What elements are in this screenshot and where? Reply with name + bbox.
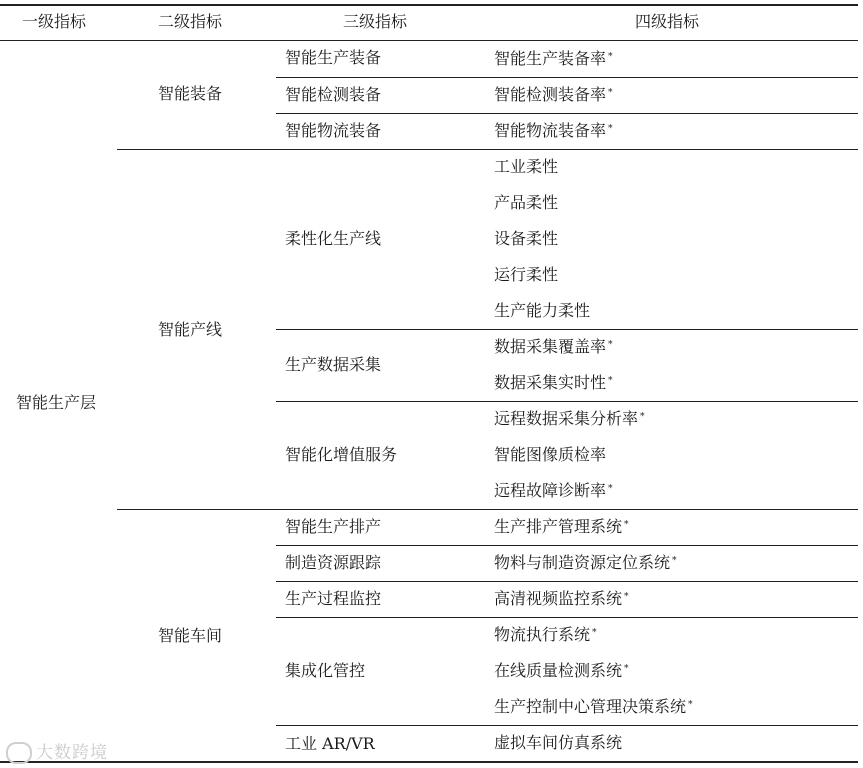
level4-label: 智能物流装备率 * — [494, 121, 613, 140]
level3-label: 智能检测装备 — [285, 85, 382, 104]
level2-label: 智能装备 — [158, 84, 223, 103]
watermark-logo-icon — [6, 742, 32, 764]
level3-label: 智能物流装备 — [285, 121, 382, 140]
level3-label: 工业 AR/VR — [285, 734, 375, 753]
level4-label: 产品柔性 — [494, 193, 559, 212]
header-level4: 四级指标 — [635, 12, 700, 31]
significance-star: * — [592, 628, 597, 638]
level3-label: 智能化增值服务 — [285, 445, 398, 464]
level4-label: 智能生产装备率 * — [494, 49, 613, 68]
level4-label: 设备柔性 — [494, 229, 559, 248]
watermark: 大数跨境 — [6, 738, 108, 764]
significance-star: * — [608, 340, 613, 350]
significance-star: * — [624, 592, 629, 602]
row-rule — [276, 725, 858, 726]
row-rule — [276, 545, 858, 546]
level4-label: 远程故障诊断率 * — [494, 481, 613, 500]
level3-label: 生产过程监控 — [285, 589, 382, 608]
level4-label: 工业柔性 — [494, 157, 559, 176]
level4-label: 运行柔性 — [494, 265, 559, 284]
table-bottom-rule — [0, 761, 858, 763]
level4-label: 数据采集覆盖率 * — [494, 337, 613, 356]
significance-star: * — [608, 484, 613, 494]
row-rule — [276, 617, 858, 618]
group-rule — [117, 149, 858, 150]
level4-label: 物料与制造资源定位系统 * — [494, 553, 677, 572]
level3-label: 智能生产排产 — [285, 517, 382, 536]
level4-label: 生产控制中心管理决策系统 * — [494, 697, 693, 716]
level4-label: 物流执行系统 * — [494, 625, 597, 644]
row-rule — [276, 113, 858, 114]
level4-label: 智能检测装备率 * — [494, 85, 613, 104]
row-rule — [276, 329, 858, 330]
level2-label: 智能产线 — [158, 320, 223, 339]
header-level1: 一级指标 — [22, 12, 87, 31]
level3-label: 智能生产装备 — [285, 48, 382, 67]
level3-label: 集成化管控 — [285, 661, 366, 680]
significance-star: * — [624, 664, 629, 674]
level3-label: 柔性化生产线 — [285, 229, 382, 248]
level4-label: 在线质量检测系统 * — [494, 661, 629, 680]
table-top-rule — [0, 4, 858, 6]
level4-label: 远程数据采集分析率 * — [494, 409, 645, 428]
significance-star: * — [608, 52, 613, 62]
row-rule — [276, 581, 858, 582]
group-rule — [117, 509, 858, 510]
level4-label: 数据采集实时性 * — [494, 373, 613, 392]
row-rule — [276, 77, 858, 78]
header-bottom-rule — [0, 40, 858, 41]
significance-star: * — [640, 412, 645, 422]
level1-label: 智能生产层 — [16, 393, 97, 412]
header-level2: 二级指标 — [158, 12, 223, 31]
row-rule — [276, 401, 858, 402]
significance-star: * — [608, 88, 613, 98]
header-level3: 三级指标 — [343, 12, 408, 31]
level4-label: 生产能力柔性 — [494, 301, 591, 320]
significance-star: * — [624, 520, 629, 530]
level4-label: 虚拟车间仿真系统 — [494, 733, 623, 752]
significance-star: * — [608, 124, 613, 134]
level4-label: 智能图像质检率 — [494, 445, 607, 464]
level4-label: 高清视频监控系统 * — [494, 589, 629, 608]
level3-label: 生产数据采集 — [285, 355, 382, 374]
level2-label: 智能车间 — [158, 626, 223, 645]
significance-star: * — [608, 376, 613, 386]
level3-label: 制造资源跟踪 — [285, 553, 382, 572]
significance-star: * — [688, 700, 693, 710]
significance-star: * — [672, 556, 677, 566]
level4-label: 生产排产管理系统 * — [494, 517, 629, 536]
